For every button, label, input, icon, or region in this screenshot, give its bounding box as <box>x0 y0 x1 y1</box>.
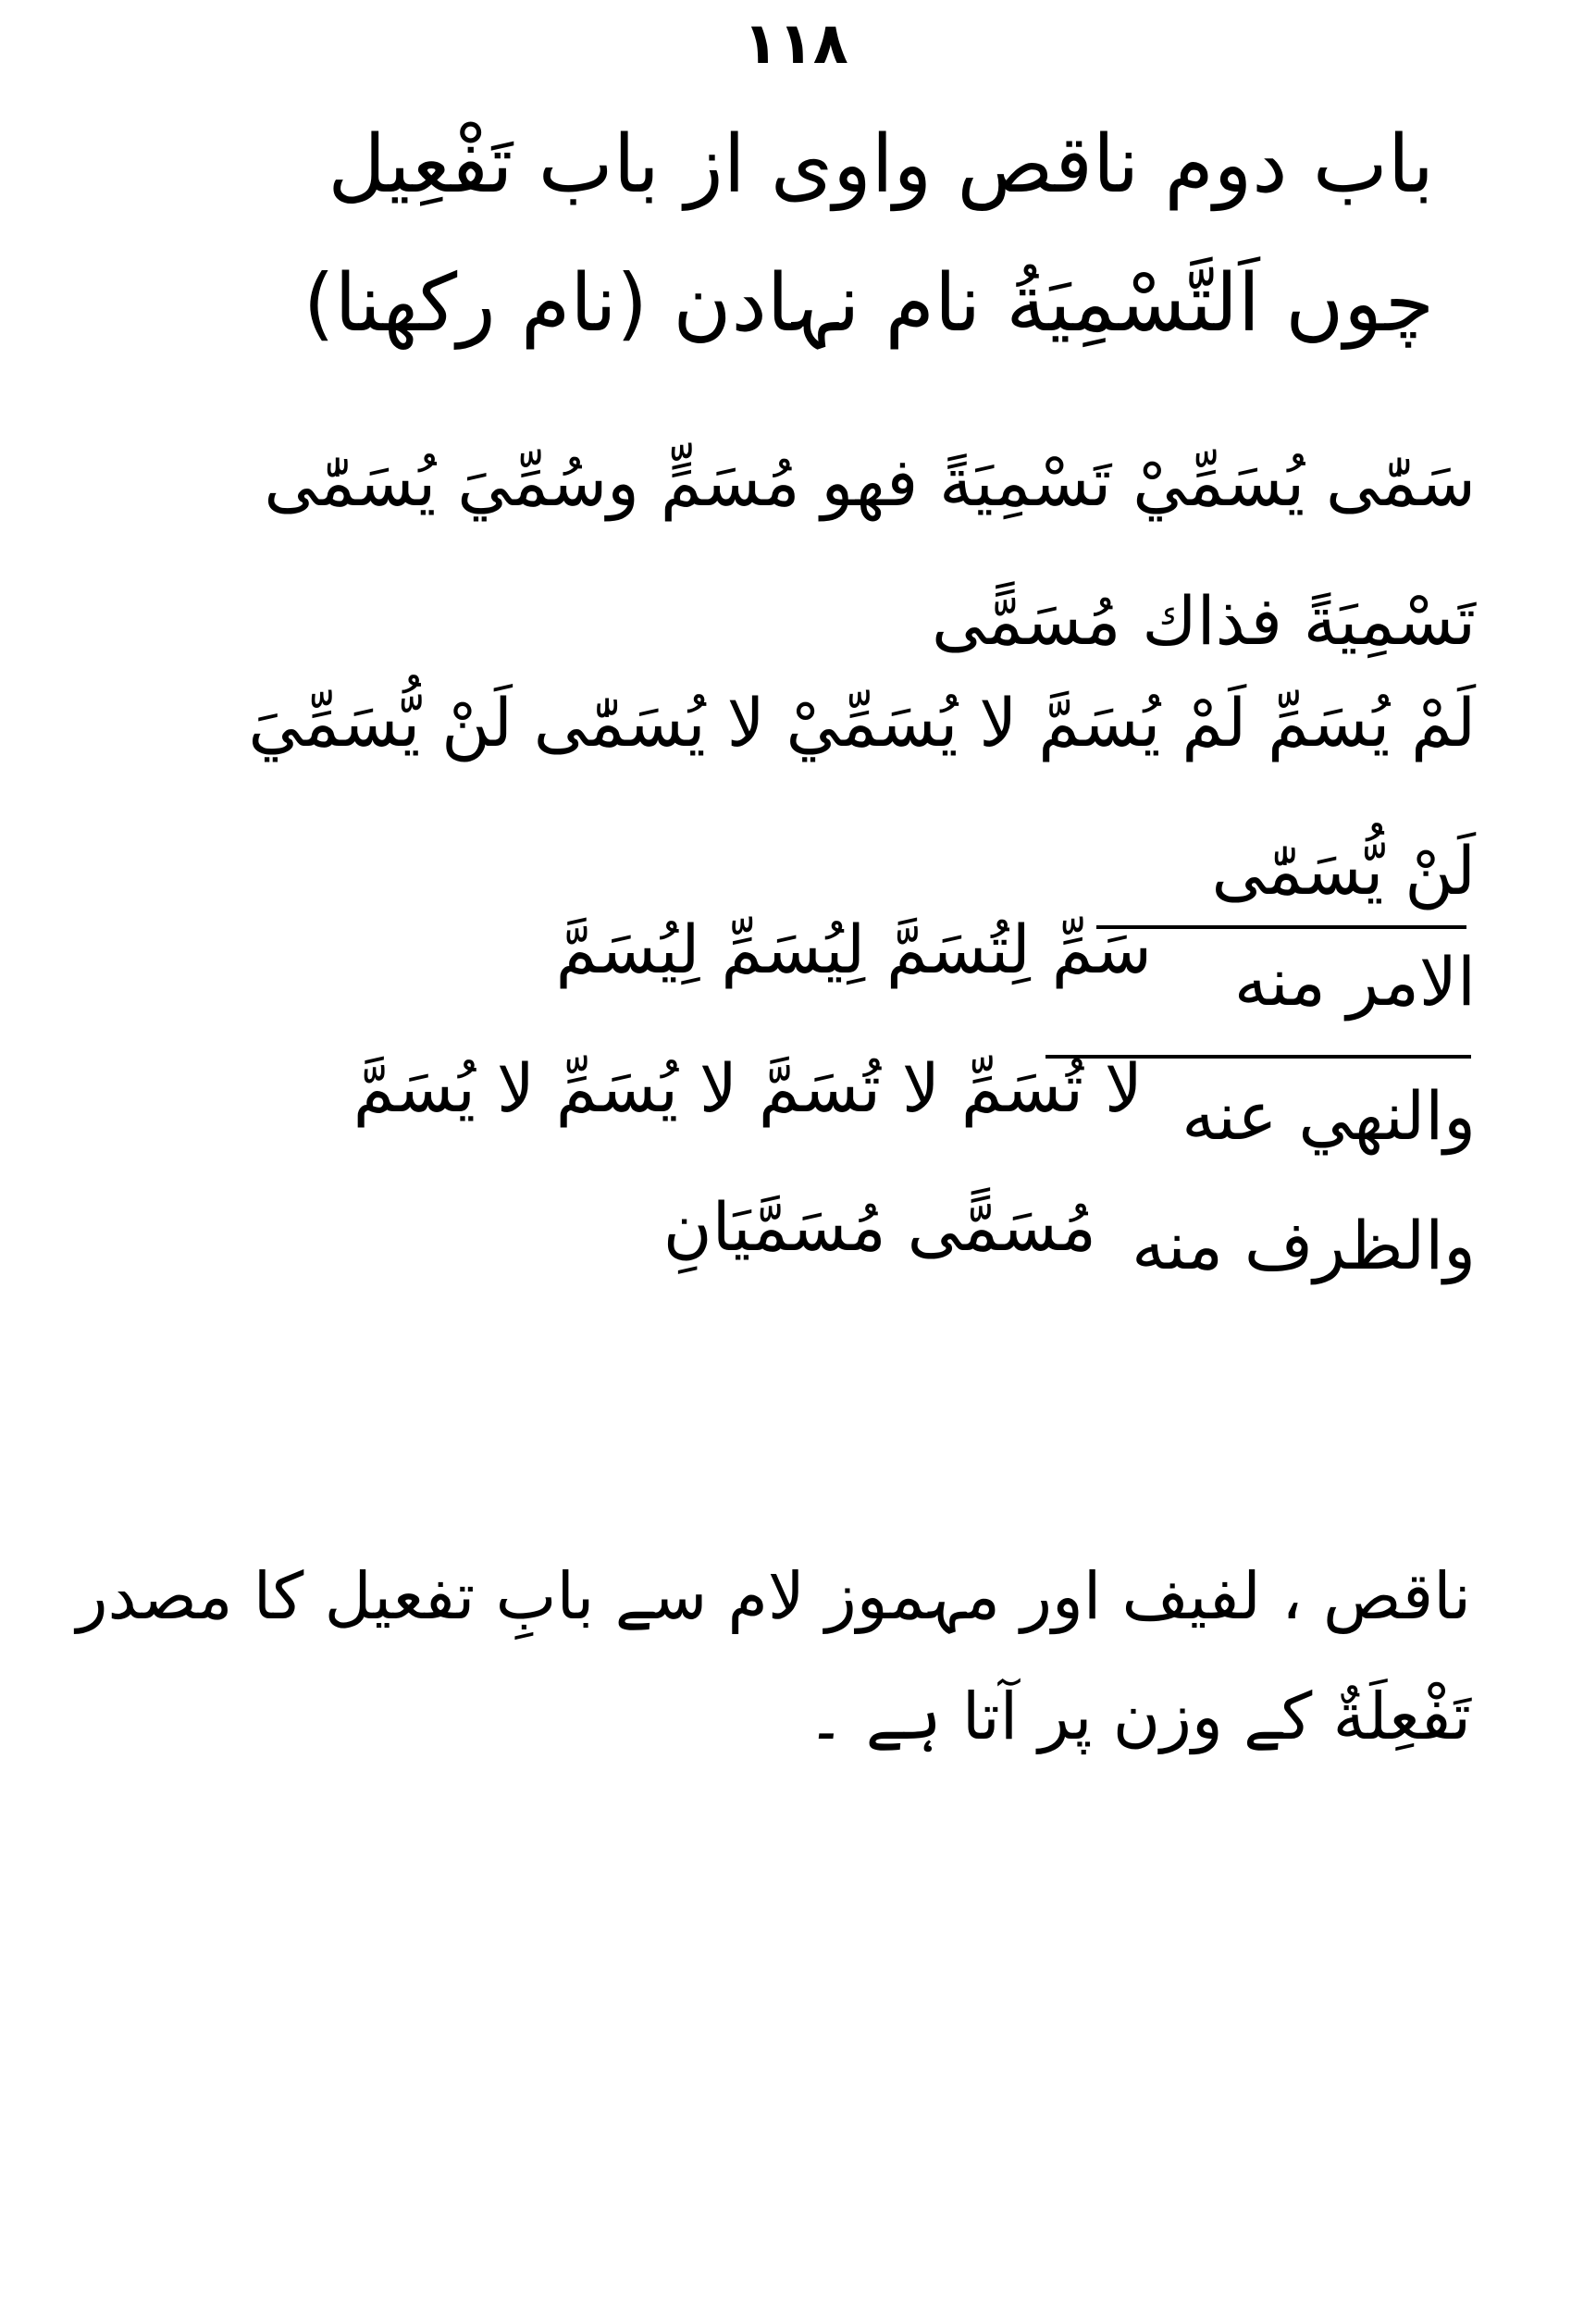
conjugation-line-2: تَسْمِيَةً فذاك مُسَمًّى <box>932 582 1476 660</box>
page-number: ۱۱۸ <box>743 9 848 77</box>
conjugation-line-3: لَمْ يُسَمِّ لَمْ يُسَمَّ لا يُسَمِّيْ لا يُسَمّٰى لَنْ يُّسَمِّيَ <box>248 684 1476 762</box>
amr-forms: سَمِّ لِتُسَمَّ لِيُسَمِّ لِيُسَمَّ <box>555 910 1152 988</box>
zarf-forms: مُسَمًّى مُسَمَّيَانِ <box>662 1188 1096 1266</box>
chapter-subheading: چوں اَلتَّسْمِيَةُ نام نہادن (نام رکھنا) <box>303 257 1434 350</box>
conjugation-line-4: لَنْ يُّسَمّٰى <box>1211 832 1476 910</box>
divider-rule <box>1096 925 1466 929</box>
conjugation-line-1: سَمّٰى يُسَمِّيْ تَسْمِيَةً فهو مُسَمٍّ وسُمِّيَ يُسَمّٰى <box>264 443 1476 521</box>
zarf-label: والظرف منه <box>1132 1207 1476 1284</box>
note-line-2: تَفْعِلَةٌ کے وزن پر آتا ہے ۔ <box>807 1678 1471 1754</box>
note-line-1: ناقص ، لفیف اور مہموز لام سے بابِ تفعیل کا مصدر <box>76 1558 1471 1634</box>
chapter-heading: باب دوم ناقص واوی از باب تَفْعِيل <box>328 118 1434 211</box>
amr-label: الامر منه <box>1233 943 1476 1021</box>
nahy-forms: لا تُسَمِّ لا تُسَمَّ لا يُسَمِّ لا يُسَمَّ <box>353 1049 1143 1127</box>
nahy-label: والنهي عنه <box>1182 1077 1476 1155</box>
